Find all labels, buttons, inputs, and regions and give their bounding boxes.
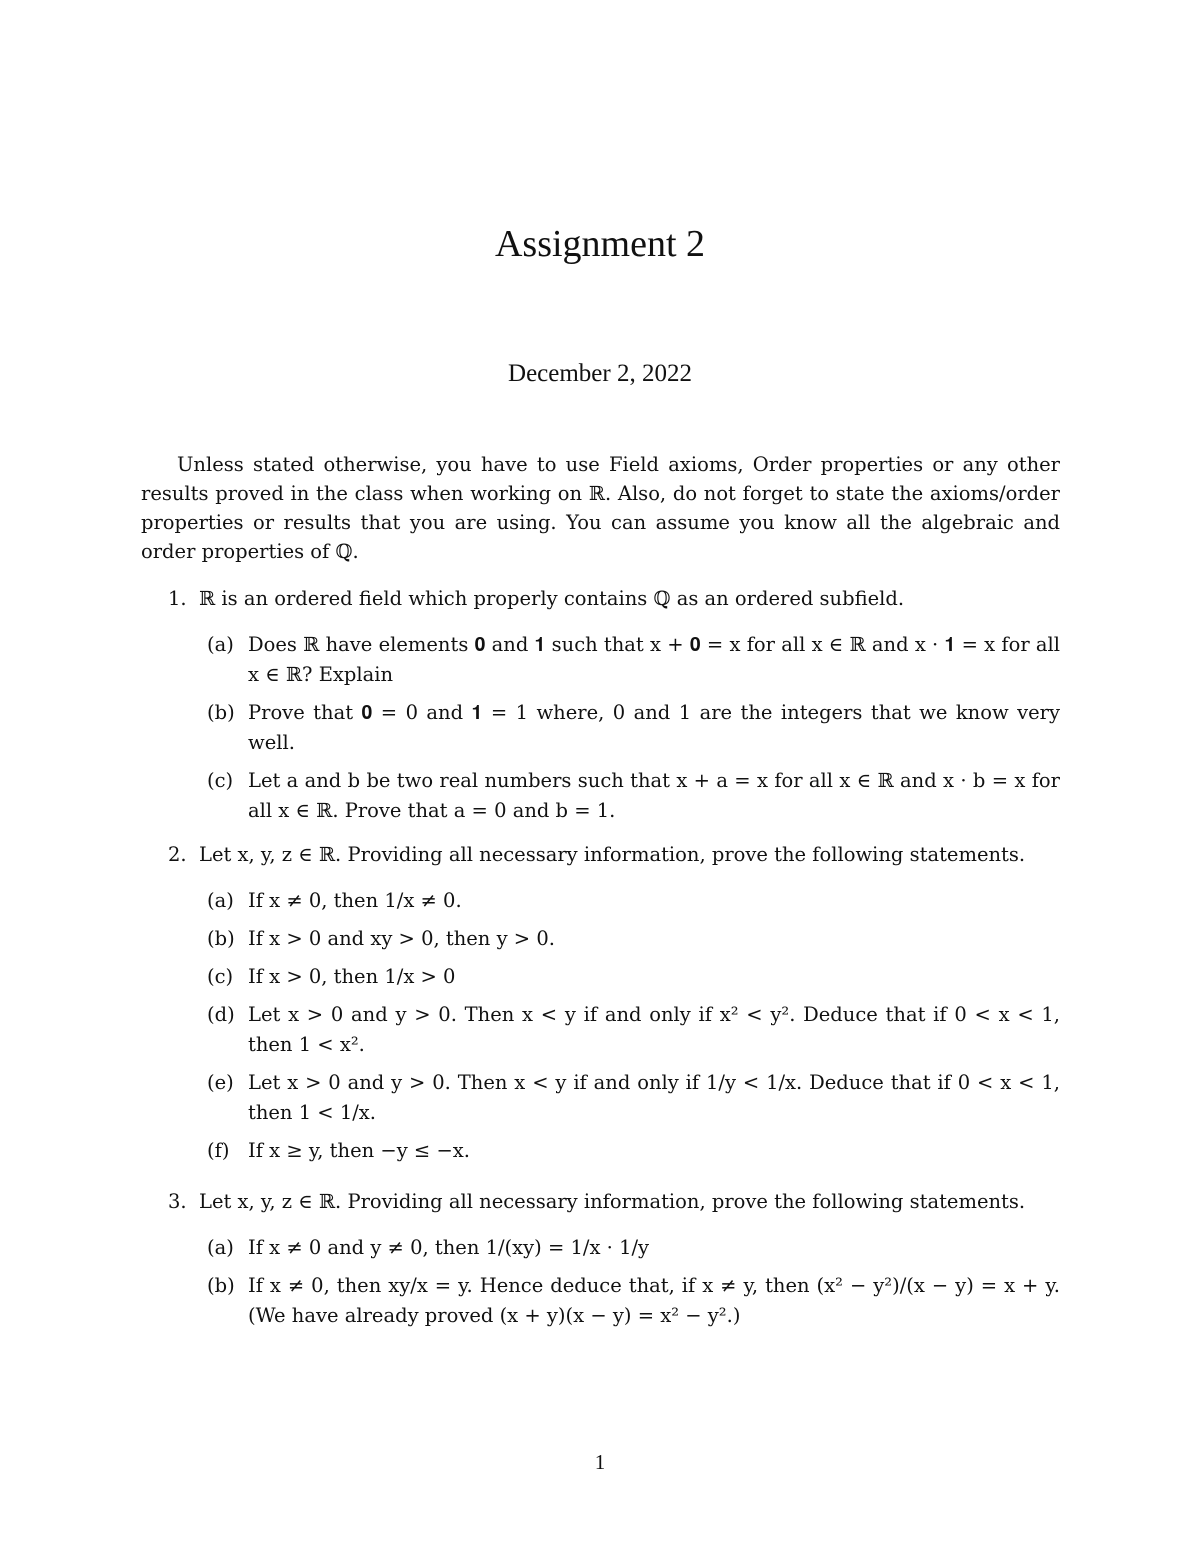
part-label: (b) (207, 927, 235, 950)
question-number: 3. (168, 1190, 187, 1213)
question-2 (141, 840, 1060, 1174)
question-text: ℝ is an ordered field which properly contains ℚ as an ordered subfield. (199, 587, 905, 610)
part-label: (b) (207, 701, 235, 724)
part-text: Let a and b be two real numbers such that x + a = x for all x ∈ ℝ and x · b = x for all x ∈ ℝ. Prove that a = 0 and b = 1. (248, 769, 1060, 822)
part-text: Prove that 𝟎 = 0 and 𝟏 = 1 where, 0 and 1 are the integers that we know very well. (248, 701, 1060, 754)
question-part (141, 1233, 1060, 1263)
question-part (141, 924, 1060, 954)
part-label: (c) (207, 769, 234, 792)
part-label: (f) (207, 1139, 230, 1162)
part-label: (a) (207, 633, 234, 656)
question-part (141, 886, 1060, 916)
question-part (141, 1000, 1060, 1060)
part-label: (a) (207, 1236, 234, 1259)
page-number: 1 (594, 1450, 606, 1474)
question-parts (141, 1233, 1060, 1331)
question-part (141, 698, 1060, 758)
question-1 (141, 584, 1060, 834)
question-part (141, 1068, 1060, 1128)
part-text: If x ≥ y, then −y ≤ −x. (248, 1139, 470, 1162)
question-parts (141, 886, 1060, 1166)
question-part (141, 1136, 1060, 1166)
part-label: (b) (207, 1274, 235, 1297)
question-number: 2. (168, 843, 187, 866)
part-text: If x ≠ 0, then 1/x ≠ 0. (248, 889, 462, 912)
question-part (141, 766, 1060, 826)
intro-paragraph: Unless stated otherwise, you have to use Field axioms, Order properties or any other results proved in the class when working on ℝ. Also, do not forget to state the axioms/order properties or results that you are using. You can assume you know all the algebraic and order properties of ℚ. (141, 453, 1060, 563)
question-text: Let x, y, z ∈ ℝ. Providing all necessary information, prove the following statements. (199, 1190, 1026, 1213)
part-text: Does ℝ have elements 𝟎 and 𝟏 such that x + 𝟎 = x for all x ∈ ℝ and x · 𝟏 = x for all x ∈ ℝ? Explain (248, 633, 1060, 686)
question-parts (141, 630, 1060, 826)
question-3 (141, 1187, 1060, 1339)
question-text: Let x, y, z ∈ ℝ. Providing all necessary information, prove the following statements. (199, 843, 1026, 866)
part-text: Let x > 0 and y > 0. Then x < y if and only if x² < y². Deduce that if 0 < x < 1, then 1 < x². (248, 1003, 1060, 1056)
part-text: If x > 0 and xy > 0, then y > 0. (248, 927, 555, 950)
document-title: Assignment 2 (494, 223, 706, 265)
part-text: Let x > 0 and y > 0. Then x < y if and only if 1/y < 1/x. Deduce that if 0 < x < 1, then 1 < 1/x. (248, 1071, 1060, 1124)
question-part (141, 630, 1060, 690)
question-number: 1. (168, 587, 187, 610)
question-part (141, 962, 1060, 992)
document-date: December 2, 2022 (508, 360, 692, 387)
part-text: If x ≠ 0, then xy/x = y. Hence deduce that, if x ≠ y, then (x² − y²)/(x − y) = x + y. (We have already proved (x + y)(x − y) = x² − y².) (248, 1274, 1060, 1327)
part-label: (c) (207, 965, 234, 988)
part-text: If x ≠ 0 and y ≠ 0, then 1/(xy) = 1/x · 1/y (248, 1236, 650, 1259)
part-text: If x > 0, then 1/x > 0 (248, 965, 456, 988)
part-label: (d) (207, 1003, 235, 1026)
part-label: (a) (207, 889, 234, 912)
part-label: (e) (207, 1071, 234, 1094)
question-part (141, 1271, 1060, 1331)
